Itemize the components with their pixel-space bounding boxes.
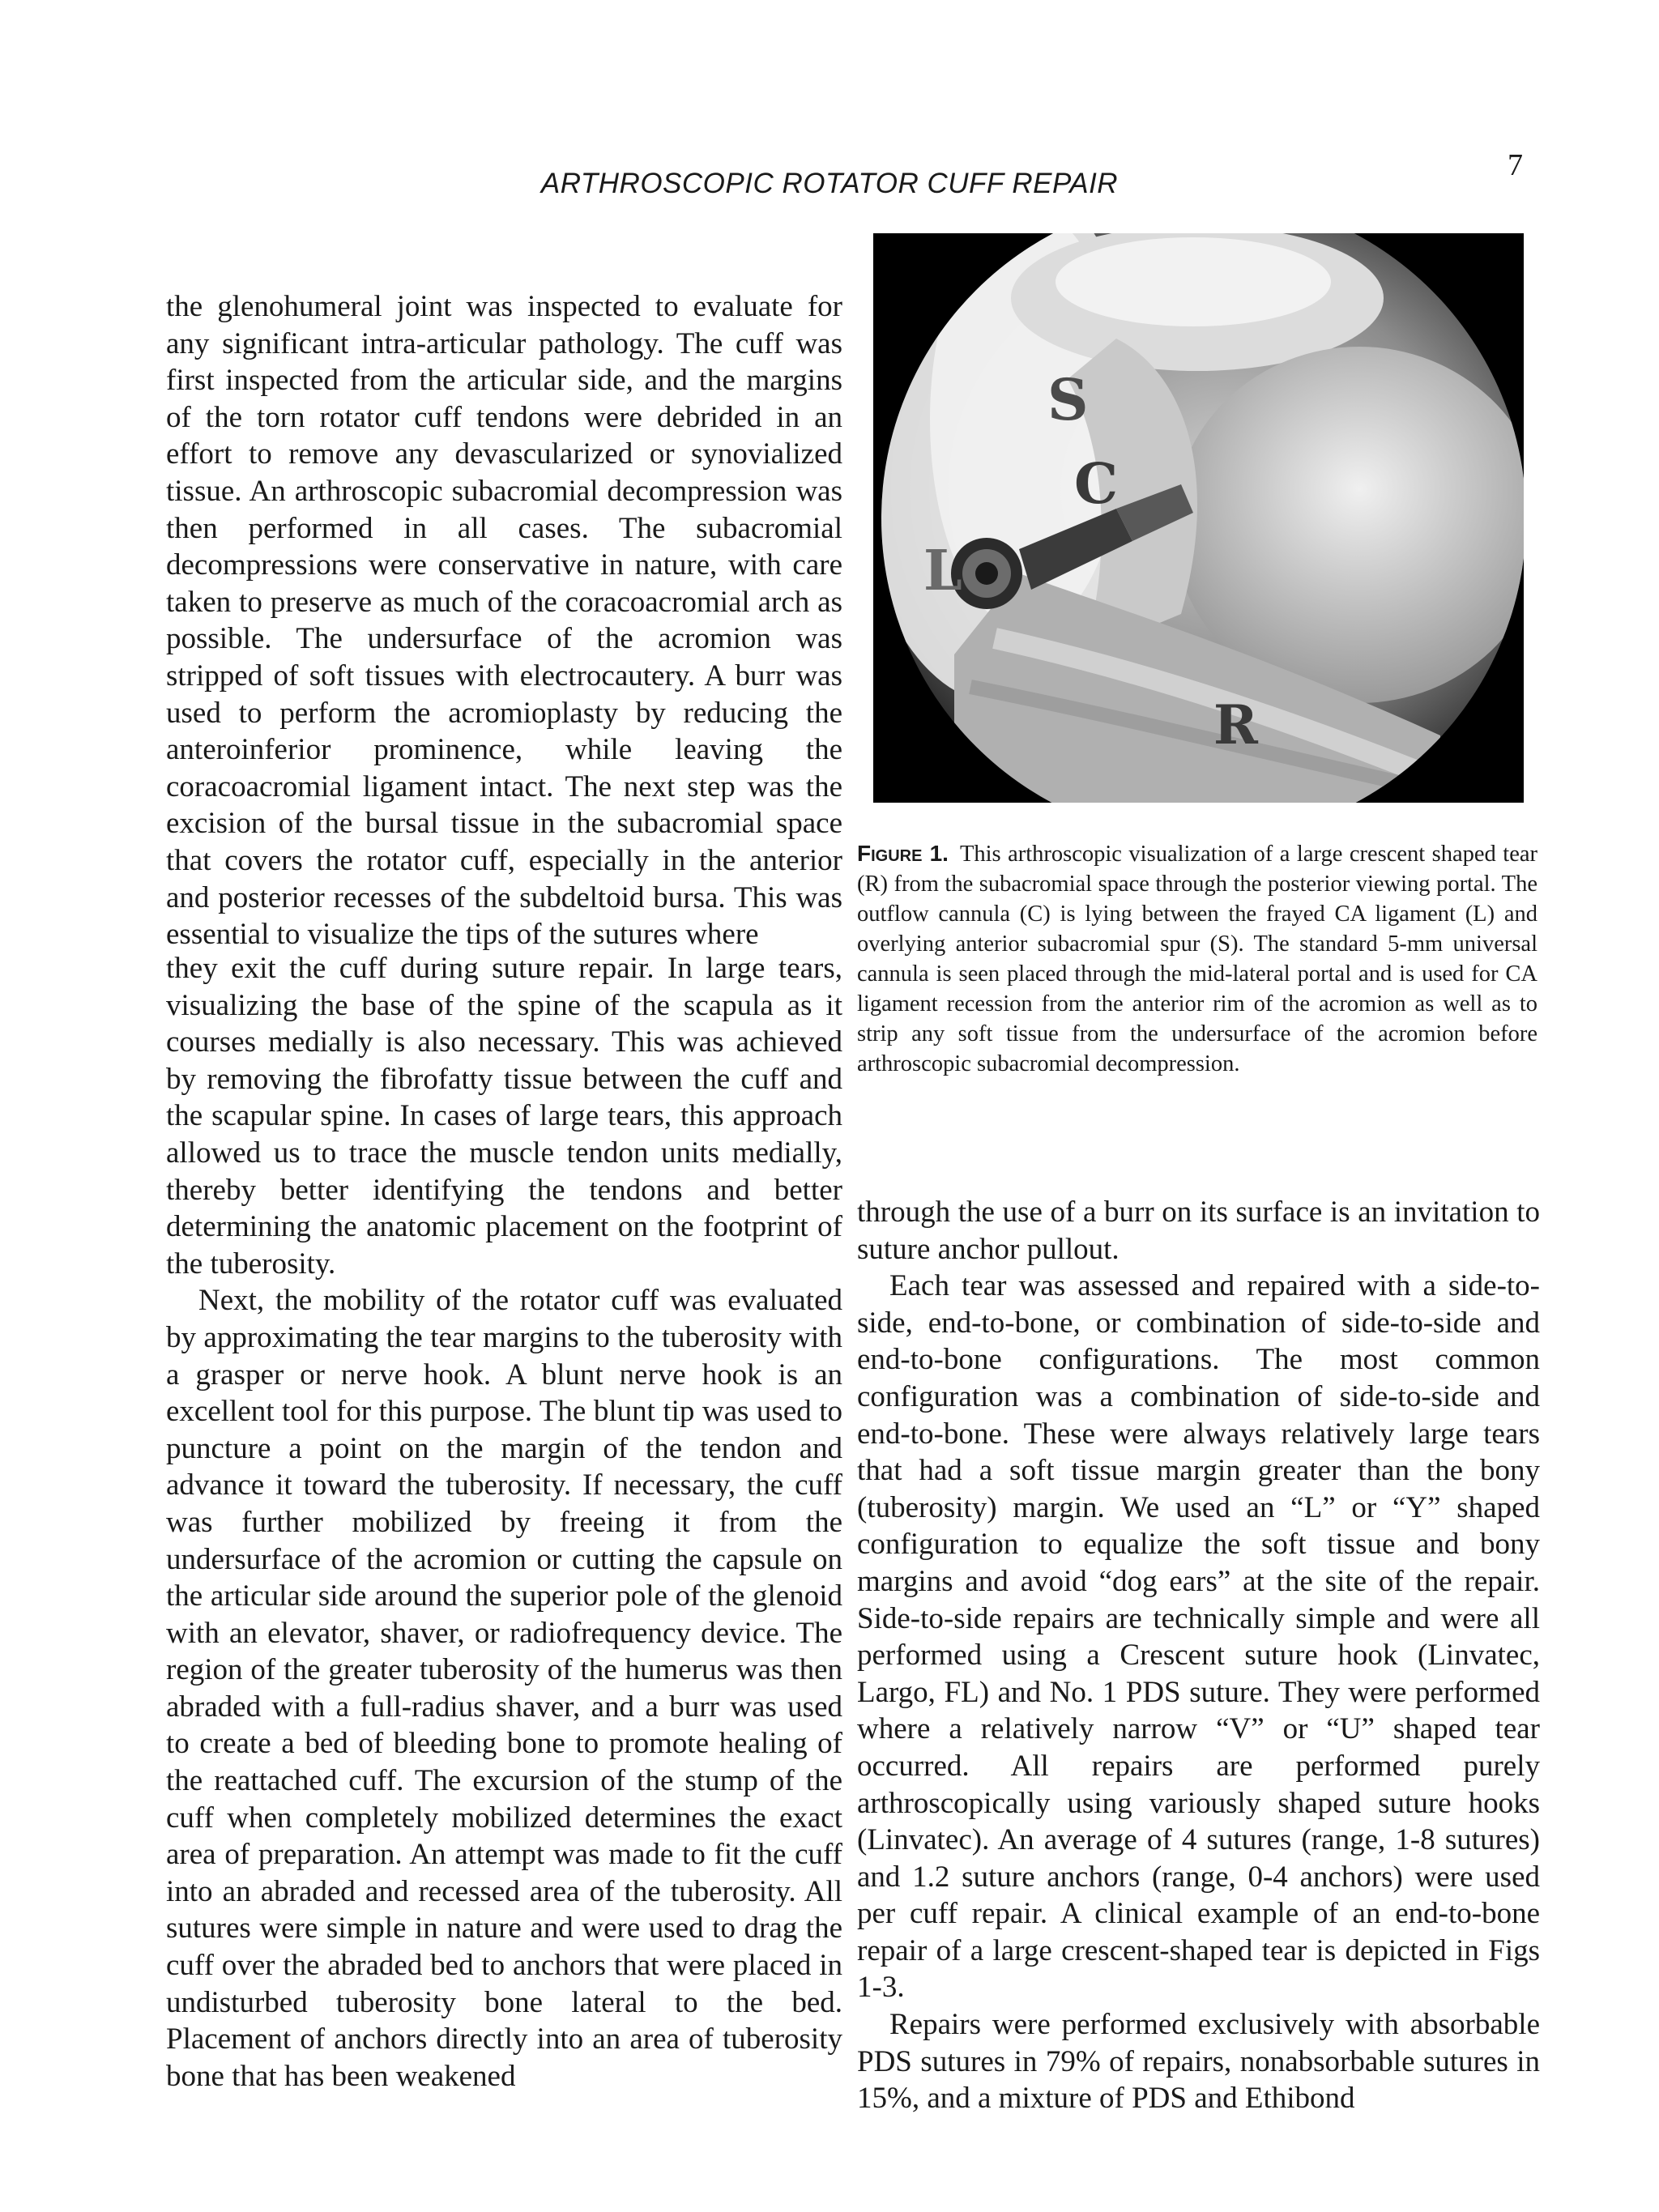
figure-label-s: S: [1047, 366, 1089, 433]
figure-caption-text: This arthroscopic visualization of a large crescent shaped tear (R) from the subacromial space through the posterior viewing portal. The outflow cannula (C) is lying between the frayed CA ligament (L) and overlying anterior subacromial spur (S). The standard 5-mm universal cannula is seen placed through the mid-lateral portal and is used for CA ligament recession from the anterior rim of the acromion as well as to strip any soft tissue from the undersurface of the acromion before arthroscopic subacromial decompression.: [857, 842, 1537, 1076]
page-number: 7: [1508, 148, 1523, 182]
paragraph: Each tear was assessed and repaired with a side-to-side, end-to-bone, or combination of side-to-side and end-to-bone configurations. The most common configuration was a combination of side-to-side and end-to-bone. These were always relatively large tears that had a soft tissue margin greater than the bony (tuberosity) margin. We used an “L” or “Y” shaped configuration to equalize the soft tissue and bony margins and avoid “dog ears” at the site of the repair. Side-to-side repairs are technically simple and were all performed using a Crescent suture hook (Linvatec, Largo, FL) and No. 1 PDS suture. They were performed where a relatively narrow “V” or “U” shaped tear occurred. All repairs are performed purely arthroscopically using variously shaped suture hooks (Linvatec). An average of 4 sutures (range, 1-8 sutures) and 1.2 suture anchors (range, 0-4 anchors) were used per cuff repair. A clinical example of an end-to-bone repair of a large crescent-shaped tear is depicted in Figs 1-3.: [857, 1269, 1540, 2005]
left-column-top: [166, 288, 842, 953]
running-head: ARTHROSCOPIC ROTATOR CUFF REPAIR: [540, 168, 1119, 199]
figure-caption-label: Figure 1.: [857, 841, 949, 866]
figure-caption: [857, 838, 1537, 1079]
figure-label-c: C: [1074, 452, 1119, 517]
paragraph: Next, the mobility of the rotator cuff was evaluated by approximating the tear margins to the tuberosity with a grasper or nerve hook. A blunt nerve hook is an excellent tool for this purpose. The blunt tip was used to puncture a point on the margin of the tendon and advance it toward the tuberosity. If necessary, the cuff was further mobilized by freeing it from the undersurface of the acromion or cutting the capsule on the articular side around the superior pole of the glenoid with an elevator, shaver, or radiofrequency device. The region of the greater tuberosity of the humerus was then abraded with a full-radius shaver, and a burr was used to create a bed of bleeding bone to promote healing of the reattached cuff. The excursion of the stump of the cuff when completely mobilized determines the exact area of preparation. An attempt was made to fit the cuff into an abraded and recessed area of the tuberosity. All sutures were simple in nature and were used to drag the cuff over the abraded bed to anchors that were placed in undisturbed tuberosity bone lateral to the bed. Placement of anchors directly into an area of tuberosity bone that has been weakened: [166, 1284, 842, 2093]
paragraph: the glenohumeral joint was inspected to evaluate for any significant intra-articular pathology. The cuff was first inspected from the articular side, and the margins of the torn rotator cuff tendons were debrided in an effort to remove any devascularized or synovialized tissue. An arthroscopic subacromial decompression was then performed in all cases. The subacromial decompressions were conservative in nature, with care taken to preserve as much of the coracoacromial arch as possible. The undersurface of the acromion was stripped of soft tissues with electrocautery. A burr was used to perform the acromioplasty by reducing the anteroinferior prominence, while leaving the coracoacromial ligament intact. The next step was the excision of the bursal tissue in the subacromial space that covers the rotator cuff, especially in the anterior and posterior recesses of the subdeltoid bursa. This was essential to visualize the tips of the sutures where: [166, 290, 842, 952]
left-column-main: [166, 950, 842, 2095]
figure-label-r: R: [1213, 693, 1258, 757]
paragraph: through the use of a burr on its surface is an invitation to suture anchor pullout.: [857, 1196, 1540, 1266]
figure-arthroscopic-image: [873, 233, 1524, 803]
paragraph: Repairs were performed exclusively with absorbable PDS sutures in 79% of repairs, nonabsorbable sutures in 15%, and a mixture of PDS and Ethibond: [857, 2008, 1540, 2116]
right-column-main: [857, 1194, 1540, 2117]
figure-label-l: L: [923, 539, 962, 603]
paragraph: they exit the cuff during suture repair. In large tears, visualizing the base of the spine of the scapula as it courses medially is also necessary. This was achieved by removing the fibrofatty tissue between the cuff and the scapular spine. In cases of large tears, this approach allowed us to trace the muscle tendon units medially, thereby better identifying the tendons and better determining the anatomic placement on the footprint of the tuberosity.: [166, 952, 842, 1281]
arthroscopic-photo: [873, 233, 1524, 803]
